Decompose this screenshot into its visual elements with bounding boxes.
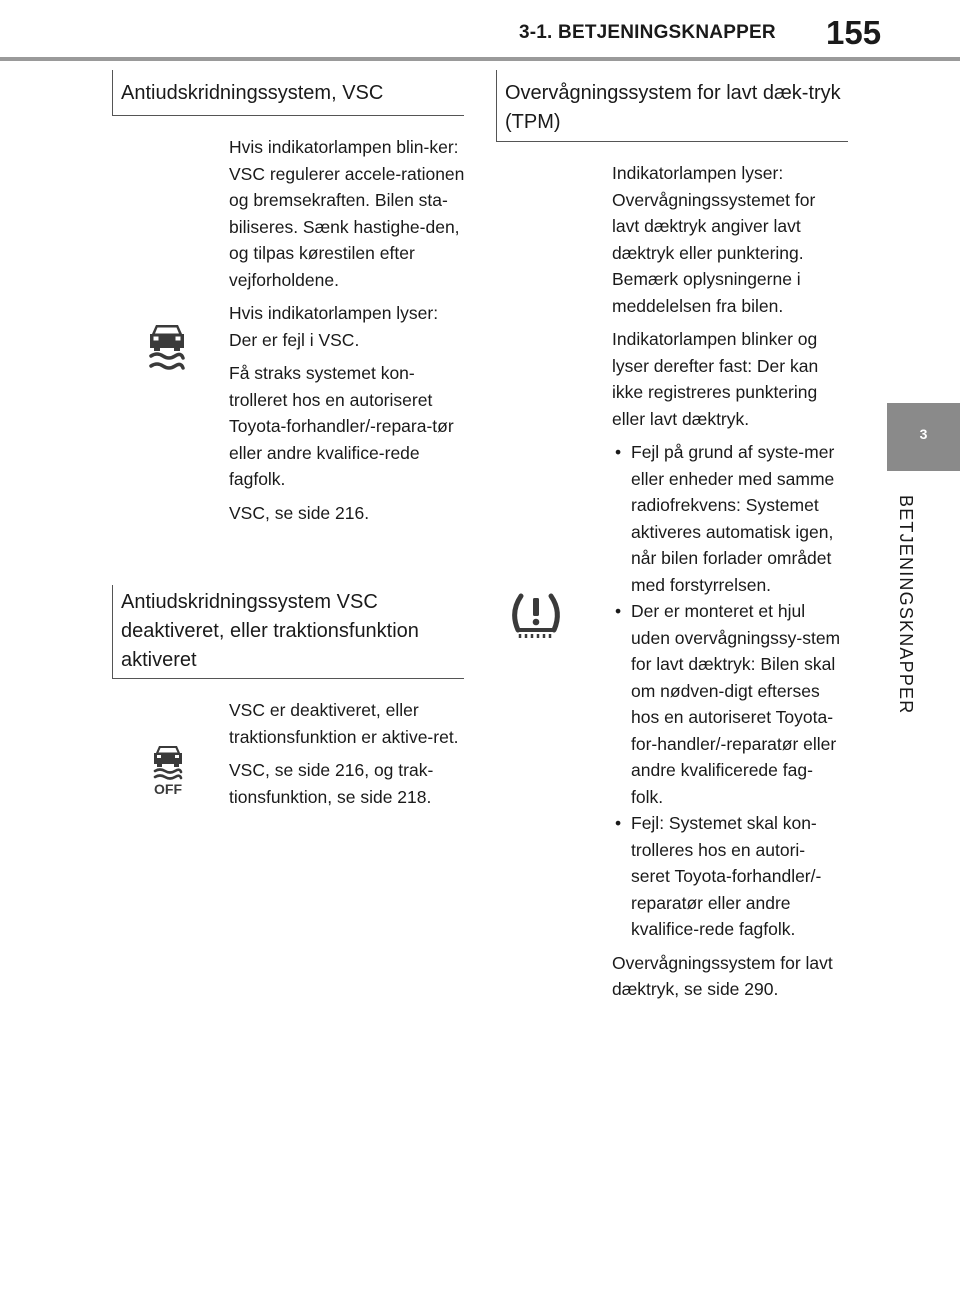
bullet-list bbox=[612, 439, 844, 943]
paragraph: Overvågningssystem for lavt dæktryk, se side 290. bbox=[612, 952, 833, 999]
vsc-skid-icon bbox=[143, 322, 191, 374]
vsc-off-icon bbox=[150, 744, 186, 796]
paragraph: Indikatorlampen blinker og lyser derefter fast: Der kan ikke registreres punktering eller lavt dæktryk. bbox=[612, 329, 819, 429]
list-item: • Fejl på grund af syste-mer eller enheder med samme radiofrekvens: Systemet aktiveres automatisk igen, når bilen forlader området med forstyrrelsen. bbox=[612, 439, 844, 598]
tpm-body-text bbox=[612, 160, 844, 1010]
list-item: • Der er monteret et hjul uden overvågningssy-stem for lavt dæktryk: Bilen skal om nødven-digt efterses hos en autoriseret Toyota-for-handler/-reparatør eller andre kvalificerede fag-folk. bbox=[612, 598, 844, 810]
chapter-tab bbox=[887, 403, 960, 471]
section-heading-tpm bbox=[496, 70, 848, 142]
section-heading-vsc bbox=[112, 70, 464, 116]
list-item: • Fejl: Systemet skal kon-trolleres hos en autori-seret Toyota-forhandler/-reparatør eller andre kvalifice-rede fagfolk. bbox=[612, 810, 844, 943]
paragraph: Indikatorlampen lyser: Overvågningssystemet for lavt dæktryk angiver lavt dæktryk eller punktering. Bemærk oplysningerne i meddelelsen fra bilen. bbox=[612, 163, 816, 316]
section-heading-vsc-off bbox=[112, 585, 464, 679]
vsc-off-body-text bbox=[229, 697, 465, 817]
tire-pressure-warning-icon bbox=[506, 590, 566, 642]
page-number: 155 bbox=[826, 14, 882, 51]
paragraph: VSC er deaktiveret, eller traktionsfunktion er aktive-ret. bbox=[229, 700, 459, 747]
section-title: Antiudskridningssystem VSC deaktiveret, eller traktionsfunktion aktiveret bbox=[121, 591, 419, 671]
paragraph: Hvis indikatorlampen lyser: Der er fejl i VSC. bbox=[229, 303, 439, 350]
header-divider bbox=[0, 57, 960, 61]
paragraph: Hvis indikatorlampen blin-ker: VSC regulerer accele-rationen og bremsekraften. Bilen sta-biliseres. Sænk hastighe-den, og tilpas kørestilen efter vejforholdene. bbox=[229, 137, 465, 290]
paragraph: VSC, se side 216. bbox=[229, 502, 370, 523]
running-header-title: 3-1. BETJENINGSKNAPPER bbox=[519, 22, 776, 43]
vsc-body-text bbox=[229, 134, 465, 533]
section-title: Overvågningssystem for lavt dæk-tryk (TPM) bbox=[505, 82, 841, 133]
section-title: Antiudskridningssystem, VSC bbox=[121, 82, 384, 104]
paragraph: VSC, se side 216, og trak-tionsfunktion, se side 218. bbox=[229, 760, 434, 807]
chapter-label: BETJENINGSKNAPPER bbox=[896, 495, 916, 715]
paragraph: Få straks systemet kon-trolleret hos en autoriseret Toyota-forhandler/-repara-tør eller andre kvalifice-rede fagfolk. bbox=[229, 363, 454, 489]
chapter-number: 3 bbox=[919, 426, 928, 442]
off-label: OFF bbox=[154, 781, 182, 796]
